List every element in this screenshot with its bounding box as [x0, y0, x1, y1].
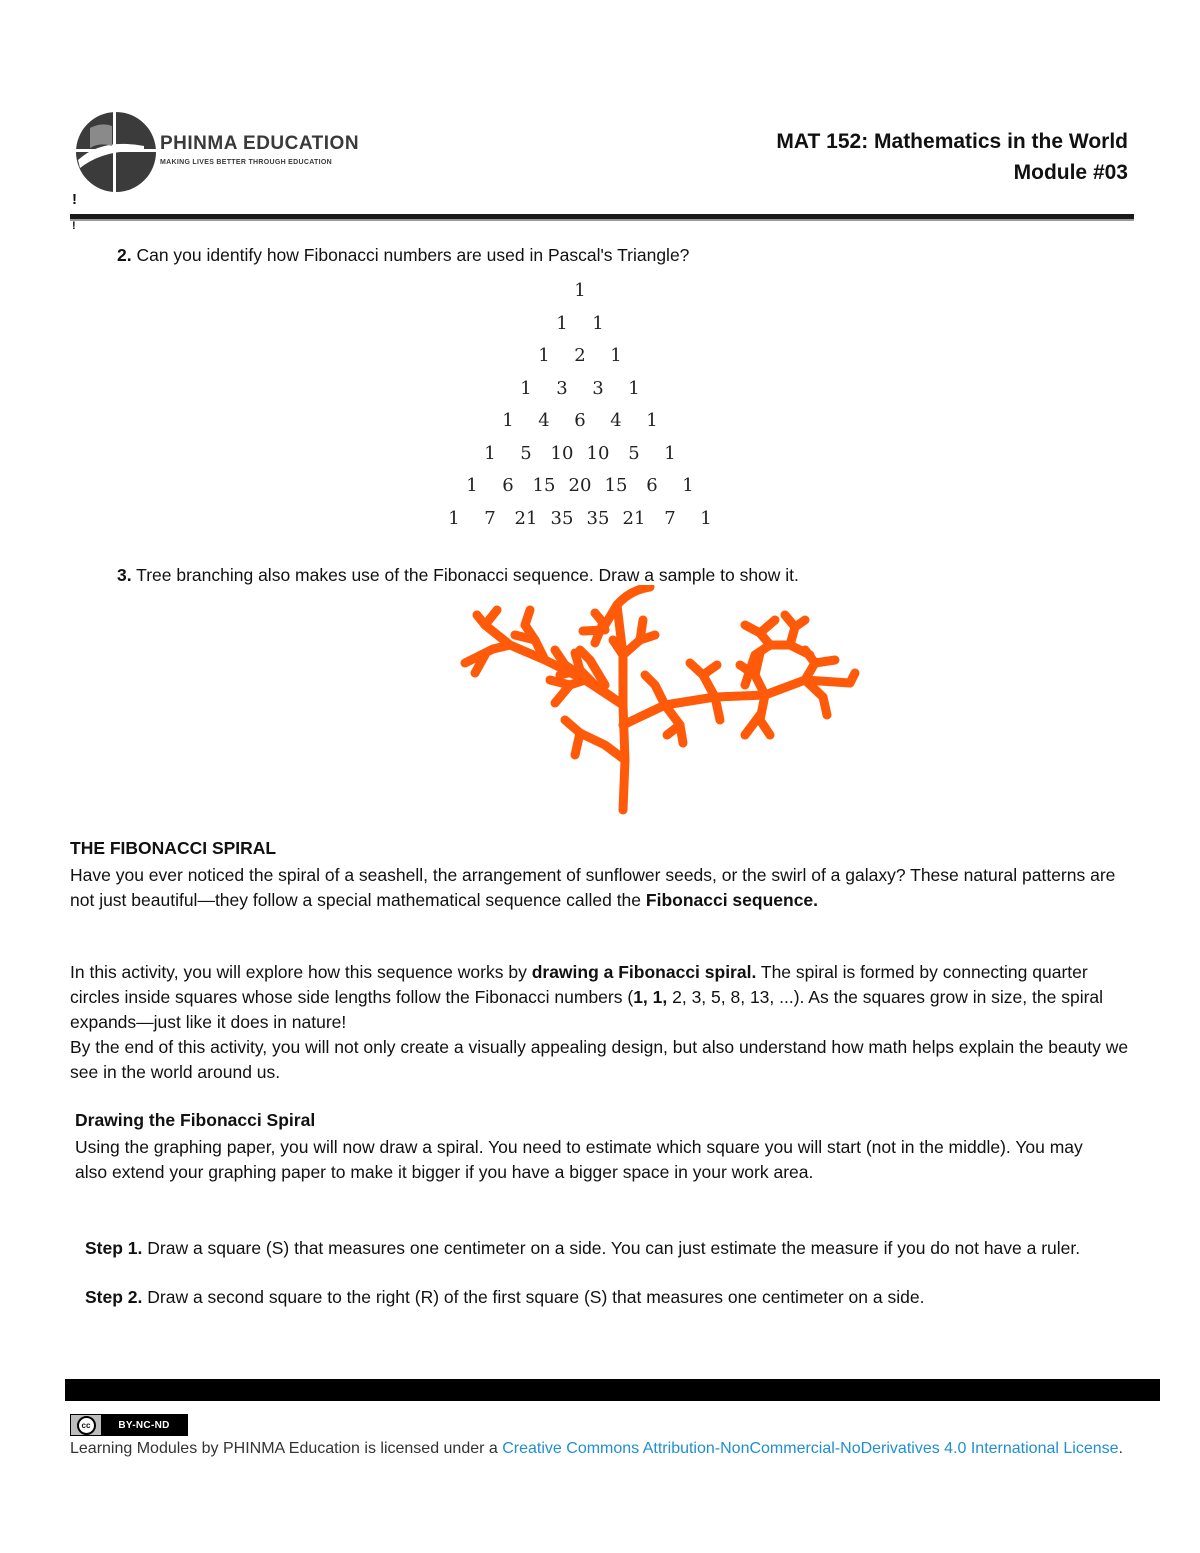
course-title: MAT 152: Mathematics in the World: [776, 130, 1128, 153]
pascal-number: 1: [700, 507, 712, 529]
pascal-number: 6: [502, 475, 514, 496]
activity-sequence: 1, 1,: [633, 987, 668, 1007]
pascal-number: 1: [538, 345, 550, 366]
pascal-triangle: [380, 280, 780, 540]
activity-text: 2, 3, 5, 8, 13, ...). As the squares grow in size, the spiral expands—just like it does in nature!: [70, 987, 1104, 1032]
intro-text: Have you ever noticed the spiral of a seashell, the arrangement of sunflower seeds, or the swirl of a galaxy? These natural patterns are not just beautiful—they follow a special mathematical sequence called the: [70, 865, 1116, 910]
license-suffix: .: [1118, 1440, 1123, 1457]
step-label: Step 1.: [85, 1238, 143, 1258]
question-3: [117, 565, 799, 586]
pascal-row: [380, 378, 780, 408]
pascal-row: [380, 345, 780, 375]
question-number: 3.: [117, 565, 132, 585]
cc-badge-label: BY-NC-ND: [101, 1415, 187, 1435]
step-text: Draw a square (S) that measures one centimeter on a side. You can just estimate the measure if you do not have a ruler.: [142, 1238, 1081, 1258]
question-2: [117, 245, 689, 266]
pascal-number: 1: [592, 312, 604, 334]
subsection-heading: Drawing the Fibonacci Spiral: [75, 1110, 316, 1130]
cc-license-badge[interactable]: [70, 1414, 188, 1436]
pascal-number: 21: [514, 507, 538, 529]
license-link[interactable]: Creative Commons Attribution-NonCommercial-NoDerivatives 4.0 International License: [502, 1440, 1119, 1457]
pascal-row: [380, 475, 780, 505]
pascal-number: 1: [664, 442, 676, 464]
pascal-number: 10: [586, 442, 610, 464]
header-divider: [70, 214, 1134, 221]
pascal-number: 5: [520, 442, 532, 464]
margin-mark: !: [72, 191, 77, 208]
pascal-number: 35: [586, 507, 610, 529]
step-2: [85, 1285, 1085, 1310]
pascal-number: 1: [466, 475, 478, 496]
step-1: [85, 1236, 1085, 1261]
pascal-number: 35: [550, 507, 574, 529]
pascal-number: 1: [484, 442, 496, 464]
pascal-number: 3: [556, 377, 568, 399]
pascal-row: [380, 410, 780, 440]
section-heading: THE FIBONACCI SPIRAL: [70, 838, 277, 858]
pascal-row: [380, 508, 780, 538]
pascal-number: 4: [538, 410, 550, 431]
license-prefix: Learning Modules by PHINMA Education is licensed under a: [70, 1440, 503, 1457]
pascal-number: 21: [622, 507, 646, 529]
drawing-instructions: Using the graphing paper, you will now draw a spiral. You need to estimate which square you will start (not in the middle). You may also extend your graphing paper to make it bigger if you have a bigger space in your work area.: [75, 1137, 1083, 1182]
pascal-number: 6: [574, 410, 586, 431]
activity-bold: drawing a Fibonacci spiral.: [531, 962, 757, 982]
cc-symbol: cc: [77, 1416, 96, 1435]
pascal-row: [380, 313, 780, 343]
pascal-number: 6: [646, 475, 658, 496]
pascal-number: 1: [682, 475, 694, 496]
pascal-number: 2: [574, 345, 586, 366]
question-text: Tree branching also makes use of the Fibonacci sequence. Draw a sample to show it.: [131, 565, 799, 585]
intro-bold: Fibonacci sequence.: [645, 890, 819, 910]
phinma-emblem-icon: [72, 108, 162, 196]
pascal-number: 3: [592, 377, 604, 399]
pascal-row: [380, 443, 780, 473]
pascal-number: 1: [520, 377, 532, 399]
question-number: 2.: [117, 245, 132, 265]
closing-paragraph: By the end of this activity, you will not only create a visually appealing design, but also understand how math helps explain the beauty we see in the world around us.: [70, 1037, 1129, 1082]
margin-mark: !: [72, 220, 76, 232]
phinma-logo: [72, 108, 362, 196]
pascal-number: 1: [646, 410, 658, 431]
brand-tagline: MAKING LIVES BETTER THROUGH EDUCATION: [160, 159, 332, 166]
activity-text: In this activity, you will explore how this sequence works by: [70, 962, 532, 982]
brand-name: PHINMA EDUCATION: [160, 133, 360, 154]
license-text: [70, 1437, 1130, 1461]
tree-branching-drawing: [455, 585, 865, 820]
pascal-number: 15: [604, 475, 628, 496]
pascal-number: 7: [484, 507, 496, 529]
pascal-row: [380, 280, 780, 310]
pascal-number: 1: [502, 410, 514, 431]
step-label: Step 2.: [85, 1287, 143, 1307]
question-text: Can you identify how Fibonacci numbers are used in Pascal's Triangle?: [131, 245, 690, 265]
pascal-number: 1: [574, 280, 586, 301]
pascal-number: 1: [556, 312, 568, 334]
pascal-number: 15: [532, 475, 556, 496]
pascal-number: 20: [568, 475, 592, 496]
pascal-number: 7: [664, 507, 676, 529]
pascal-number: 10: [550, 442, 574, 464]
step-text: Draw a second square to the right (R) of the first square (S) that measures one centimeter on a side.: [142, 1287, 925, 1307]
pascal-number: 1: [610, 345, 622, 366]
module-number: Module #03: [1013, 161, 1128, 184]
activity-text: The spiral is formed by connecting quarter circles inside squares whose side lengths follow the Fibonacci numbers (: [70, 962, 1088, 1007]
intro-paragraph: [70, 863, 1130, 913]
pascal-number: 5: [628, 442, 640, 464]
cc-icon: [71, 1415, 101, 1435]
footer-divider: [65, 1379, 1160, 1401]
pascal-number: 1: [448, 507, 460, 529]
pascal-number: 1: [628, 377, 640, 399]
activity-paragraph: [70, 960, 1130, 1035]
pascal-number: 4: [610, 410, 622, 431]
